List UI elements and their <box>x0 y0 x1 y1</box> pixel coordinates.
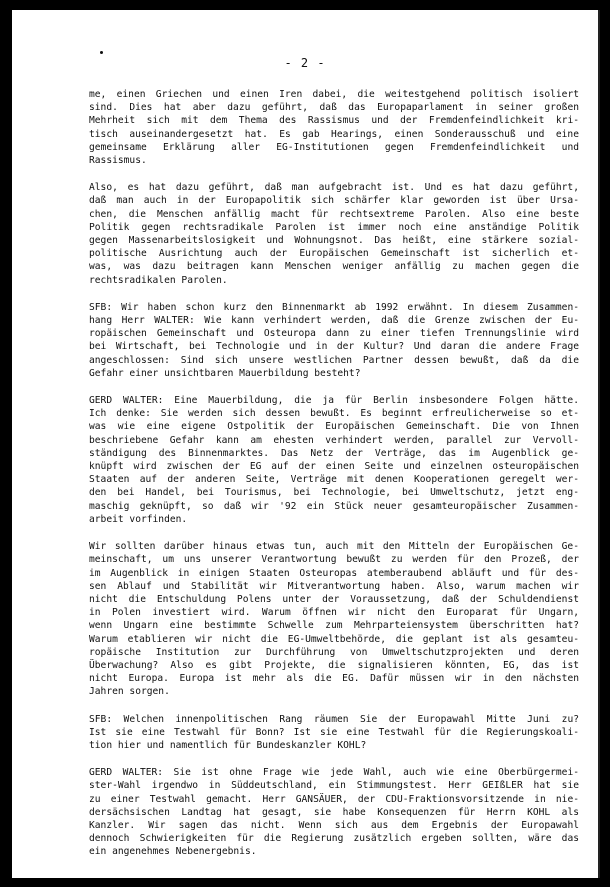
text-line: im Augenblick in einigen Staaten Osteuropas atemberaubend abläuft und für des- <box>89 567 579 579</box>
text-line: Rassismus. <box>89 155 147 167</box>
text-line: ständigung des Binnenmarktes. Das Netz der Verträge, das im Augenblick ge- <box>89 447 579 459</box>
text-line: nicht Europa. Europa ist mehr als die EG. Dafür müssen wir in den nächsten <box>89 673 579 685</box>
text-line: was, was dazu beitragen kann Menschen weniger anfällig zu machen gegen die <box>89 261 579 273</box>
text-line: beschriebene Gefahr kann am ehesten verhindert werden, parallel zur Vervoll- <box>89 434 579 446</box>
text-line: Ich denke: Sie werden sich dessen bewußt. Es beginnt erfreulicherweise so et- <box>89 408 579 420</box>
text-line: SFB: Wir haben schon kurz den Binnenmarkt ab 1992 erwähnt. In diesem Zusammen- <box>89 301 579 313</box>
text-line: ein angenehmes Nebenergebnis. <box>89 846 257 858</box>
text-line: tion hier und namentlich für Bundeskanzler KOHL? <box>89 739 367 751</box>
page-number: - 2 - <box>284 56 326 70</box>
text-line: Jahren sorgen. <box>89 686 170 698</box>
paragraph <box>89 766 579 858</box>
text-line: Gefahr einer unsichtbaren Mauerbildung besteht? <box>89 367 361 379</box>
text-line: Wir sollten darüber hinaus etwas tun, auch mit den Mitteln der Europäischen Ge- <box>89 541 579 553</box>
text-line: maschig geknüpft, so daß wir '92 ein Stück neuer gesamteuropäischer Zusammen- <box>89 500 579 512</box>
text-line: ropäische Institution zur Durchführung von Umweltschutzprojekten und deren <box>89 646 579 658</box>
text-line: Also, es hat dazu geführt, daß man aufgebracht ist. Und es hat dazu geführt, <box>89 182 579 194</box>
text-line: was wie eine eigene Ostpolitik der Europäischen Gemeinschaft. Die von Ihnen <box>89 421 579 433</box>
text-line: Warum etablieren wir nicht die EG-Umweltbehörde, die geplant ist als gesamteu- <box>89 633 579 645</box>
scan-speck <box>100 51 103 54</box>
paragraph <box>89 88 579 167</box>
text-line: Überwachung? Also es gibt Projekte, die signalisieren könnten, EG, das ist <box>89 659 579 671</box>
document-page <box>12 10 600 878</box>
text-line: dennoch Schwierigkeiten für die Regierung zusätzlich ergeben sollten, wäre das <box>89 833 579 845</box>
text-line: Staaten auf der anderen Seite, Verträge mit denen Kooperationen geregelt wer- <box>89 474 579 486</box>
document-body <box>89 88 579 873</box>
text-line: Kanzler. Wir sagen das nicht. Wenn sich aus dem Ergebnis der Europawahl <box>89 819 579 831</box>
text-line: Mehrheit sich mit dem Thema des Rassismus und der Fremdenfeindlichkeit kri- <box>89 115 579 127</box>
text-line: SFB: Welchen innenpolitischen Rang räumen Sie der Europawahl Mitte Juni zu? <box>89 713 579 725</box>
text-line: sen Ablauf und Stabilität wir Mitverantwortung haben. Also, warum machen wir <box>89 580 579 592</box>
text-line: arbeit vorfinden. <box>89 513 188 525</box>
text-line: ropäischen Gemeinschaft und Osteuropa dann zu einer tiefen Trennungslinie wird <box>89 328 579 340</box>
paragraph <box>89 301 579 380</box>
text-line: knüpft wird zwischen der EG auf der einen Seite und einzelnen osteuropäischen <box>89 461 579 473</box>
text-line: in Polen investiert wird. Warum öffnen wir nicht den Europarat für Ungarn, <box>89 607 579 619</box>
text-line: politische Ausrichtung auch der Europäischen Gemeinschaft ist sicherlich et- <box>89 248 579 260</box>
text-line: Ist sie eine Testwahl für Bonn? Ist sie eine Testwahl für die Regierungskoali- <box>89 726 579 738</box>
text-line: wenn Ungarn eine bestimmte Schwelle zum Mehrparteiensystem überschritten hat? <box>89 620 579 632</box>
text-line: meinschaft, um uns unserer Verantwortung bewußt zu werden für den Prozeß, der <box>89 554 579 566</box>
paragraph <box>89 394 579 526</box>
text-line: nicht die Entschuldung Polens unter der Voraussetzung, daß der Schuldendienst <box>89 593 579 605</box>
text-line: rechtsradikalen Parolen. <box>89 274 228 286</box>
text-line: daß man auch in der Europapolitik sich schärfer klar geworden ist über Ursa- <box>89 195 579 207</box>
text-line: hang Herr WALTER: Wie kann verhindert werden, daß die Grenze zwischen der Eu- <box>89 315 579 327</box>
paragraph <box>89 713 579 753</box>
text-line: Politik gegen rechtsradikale Parolen ist immer noch eine anständige Politik <box>89 221 579 233</box>
text-line: zu einer Testwahl gemacht. Herr GANSÄUER, der CDU-Fraktionsvorsitzende in nie- <box>89 793 579 805</box>
text-line: GERD WALTER: Eine Mauerbildung, die ja für Berlin insbesondere Folgen hätte. <box>89 395 579 407</box>
text-line: ster-Wahl irgendwo in Süddeutschland, ein Stimmungstest. Herr GEIßLER hat sie <box>89 780 579 792</box>
paragraph <box>89 181 579 287</box>
text-line: me, einen Griechen und einen Iren dabei, die weitestgehend politisch isoliert <box>89 89 579 100</box>
text-line: tisch auseinandergesetzt hat. Es gab Hearings, einen Sonderausschuß und eine <box>89 128 579 140</box>
text-line: GERD WALTER: Sie ist ohne Frage wie jede Wahl, auch wie eine Oberbürgermei- <box>89 767 579 779</box>
paragraph <box>89 540 579 698</box>
text-line: den bei Handel, bei Tourismus, bei Technologie, bei Umweltschutz, jetzt eng- <box>89 487 579 499</box>
text-line: sind. Dies hat aber dazu geführt, daß das Europaparlament in seiner großen <box>89 102 579 114</box>
text-line: gemeinsame Erklärung aller EG-Institutionen gegen Fremdenfeindlichkeit und <box>89 141 579 153</box>
text-line: dersächsischen Landtag hat gesagt, sie habe Konsequenzen für Herrn KOHL als <box>89 806 579 818</box>
text-line: chen, die Menschen anfällig macht für rechtsextreme Parolen. Also eine beste <box>89 208 579 220</box>
text-line: gegen Massenarbeitslosigkeit und Wohnungsnot. Das heißt, eine stärkere sozial- <box>89 235 579 247</box>
text-line: angeschlossen: Sind sich unsere westlichen Partner dessen bewußt, daß da die <box>89 354 579 366</box>
text-line: bei Wirtschaft, bei Technologie und in der Kultur? Und daran die andere Frage <box>89 341 579 353</box>
